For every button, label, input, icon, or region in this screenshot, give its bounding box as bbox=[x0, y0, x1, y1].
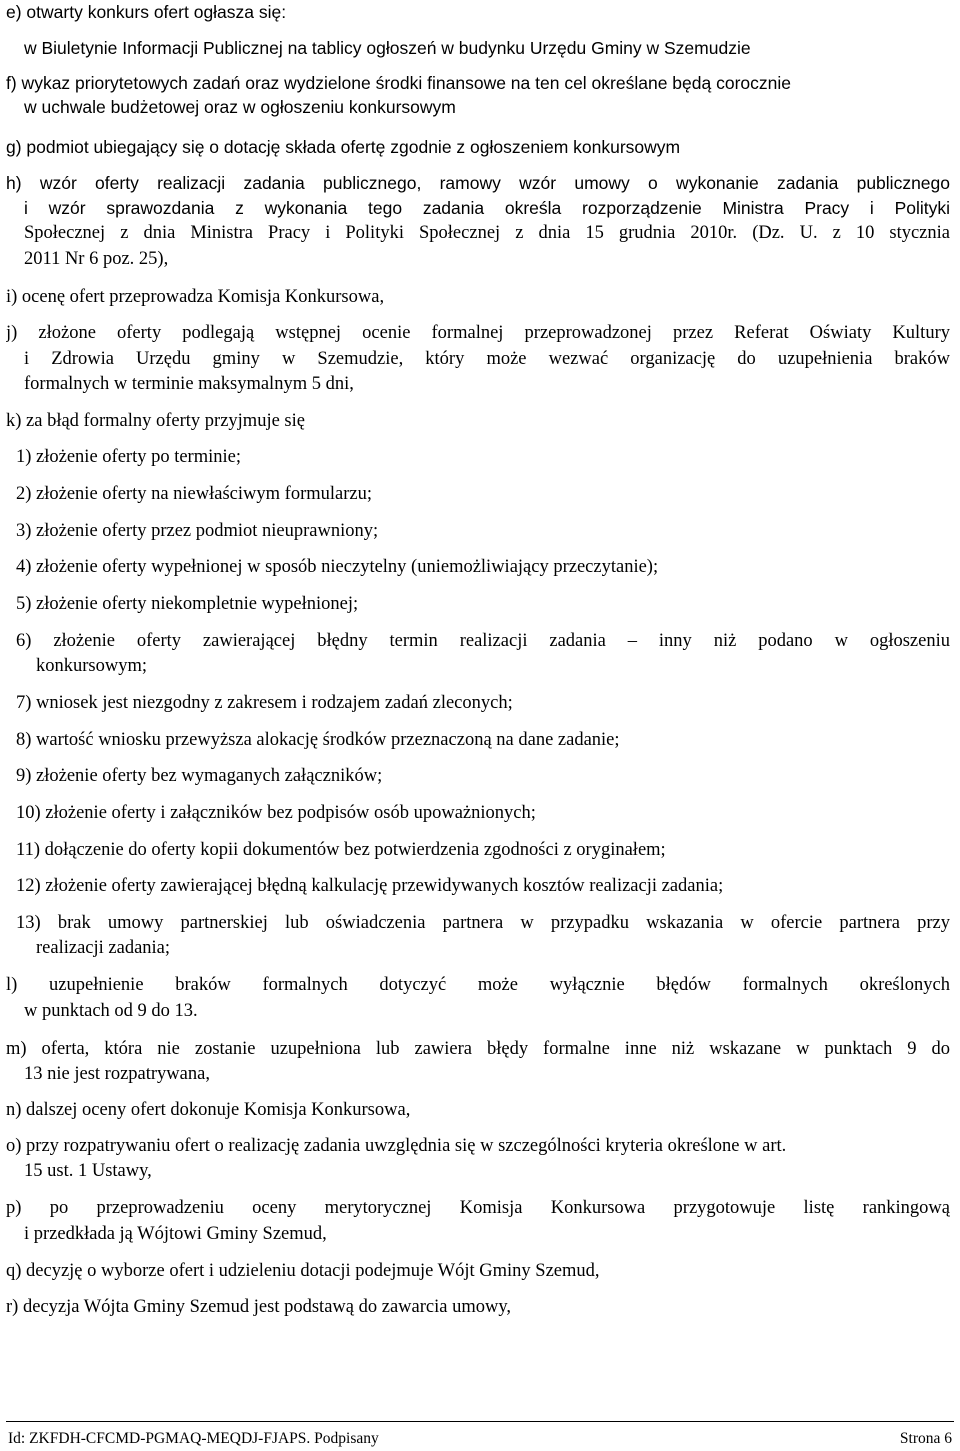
item-j-line1: j) złożone oferty podlegają wstępnej ocenie formalnej przeprowadzonej przez Referat Oświaty Kultury bbox=[6, 324, 950, 343]
item-l-line2: w punktach od 9 do 13. bbox=[24, 1001, 198, 1021]
list-item-4: 4) złożenie oferty wypełnionej w sposób nieczytelny (uniemożliwiający przeczytanie); bbox=[16, 557, 659, 577]
list-item-8: 8) wartość wniosku przewyższa alokację środków przeznaczoną na dane zadanie; bbox=[16, 730, 620, 750]
list-item-5: 5) złożenie oferty niekompletnie wypełnionej; bbox=[16, 594, 359, 614]
item-g-line1: g) podmiot ubiegający się o dotację składa ofertę zgodnie z ogłoszeniem konkursowym bbox=[6, 137, 681, 157]
list-item-12: 12) złożenie oferty zawierającej błędną kalkulację przewidywanych kosztów realizacji zadania; bbox=[16, 876, 724, 896]
item-o-line2: 15 ust. 1 Ustawy, bbox=[24, 1161, 152, 1181]
list-item-1: 1) złożenie oferty po terminie; bbox=[16, 447, 241, 467]
item-k-line1: k) za błąd formalny oferty przyjmuje się bbox=[6, 411, 305, 431]
item-m-line1: m) oferta, która nie zostanie uzupełniona lub zawiera błędy formalne inne niż wskazane w punktach 9 do bbox=[6, 1040, 950, 1059]
item-h-line3: Społecznej z dnia Ministra Pracy i Polityki Społecznej z dnia 15 grudnia 2010r. (Dz. U. z 10 stycznia bbox=[24, 224, 950, 243]
item-f-line1: f) wykaz priorytetowych zadań oraz wydzielone środki finansowe na ten cel określane będą corocznie bbox=[6, 73, 791, 93]
footer-divider bbox=[6, 1421, 954, 1422]
list-item-2: 2) złożenie oferty na niewłaściwym formularzu; bbox=[16, 484, 372, 504]
item-h-line2: i wzór sprawozdania z wykonania tego zadania określa rozporządzenie Ministra Pracy i Polityki bbox=[24, 200, 950, 218]
item-e-detail: w Biuletynie Informacji Publicznej na tablicy ogłoszeń w budynku Urzędu Gminy w Szemudzie bbox=[24, 38, 751, 58]
item-j-line3: formalnych w terminie maksymalnym 5 dni, bbox=[24, 374, 354, 394]
list-item-10: 10) złożenie oferty i załączników bez podpisów osób upoważnionych; bbox=[16, 803, 536, 823]
list-item-6-line1: 6) złożenie oferty zawierającej błędny termin realizacji zadania – inny niż podano w ogłoszeniu bbox=[16, 632, 950, 651]
item-r-line1: r) decyzja Wójta Gminy Szemud jest podstawą do zawarcia umowy, bbox=[6, 1297, 511, 1317]
list-item-13-line2: realizacji zadania; bbox=[36, 938, 171, 958]
item-p-line2: i przedkłada ją Wójtowi Gminy Szemud, bbox=[24, 1224, 327, 1244]
item-i-line1: i) ocenę ofert przeprowadza Komisja Konkursowa, bbox=[6, 287, 385, 307]
list-item-7: 7) wniosek jest niezgodny z zakresem i rodzajem zadań zleconych; bbox=[16, 693, 513, 713]
item-h-line4: 2011 Nr 6 poz. 25), bbox=[24, 249, 169, 269]
list-item-6-line2: konkursowym; bbox=[36, 656, 147, 676]
item-h-line1: h) wzór oferty realizacji zadania publicznego, ramowy wzór umowy o wykonanie zadania publicznego bbox=[6, 175, 950, 193]
item-p-line1: p) po przeprowadzeniu oceny merytorycznej Komisja Konkursowa przygotowuje listę rankingową bbox=[6, 1199, 950, 1218]
list-item-13-line1: 13) brak umowy partnerskiej lub oświadczenia partnera w przypadku wskazania w ofercie partnera przy bbox=[16, 914, 950, 933]
list-item-9: 9) złożenie oferty bez wymaganych załączników; bbox=[16, 766, 383, 786]
item-o-line1: o) przy rozpatrywaniu ofert o realizację zadania uwzględnia się w szczególności kryteria określone w art. bbox=[6, 1136, 787, 1156]
item-f-line2: w uchwale budżetowej oraz w ogłoszeniu konkursowym bbox=[24, 97, 456, 117]
footer-document-id: Id: ZKFDH-CFCMD-PGMAQ-MEQDJ-FJAPS. Podpisany bbox=[8, 1430, 379, 1447]
footer-page-number: Strona 6 bbox=[899, 1430, 952, 1447]
item-j-line2: i Zdrowia Urzędu gminy w Szemudzie, który może wezwać organizację do uzupełnienia braków bbox=[24, 350, 950, 369]
item-m-line2: 13 nie jest rozpatrywana, bbox=[24, 1064, 210, 1084]
item-q-line1: q) decyzję o wyborze ofert i udzieleniu dotacji podejmuje Wójt Gminy Szemud, bbox=[6, 1261, 600, 1281]
item-e-heading: e) otwarty konkurs ofert ogłasza się: bbox=[6, 2, 287, 22]
list-item-11: 11) dołączenie do oferty kopii dokumentów bez potwierdzenia zgodności z oryginałem; bbox=[16, 840, 666, 860]
list-item-3: 3) złożenie oferty przez podmiot nieuprawniony; bbox=[16, 521, 379, 541]
item-n-line1: n) dalszej oceny ofert dokonuje Komisja Konkursowa, bbox=[6, 1100, 411, 1120]
item-l-line1: l) uzupełnienie braków formalnych dotyczyć może wyłącznie błędów formalnych określonych bbox=[6, 976, 950, 995]
